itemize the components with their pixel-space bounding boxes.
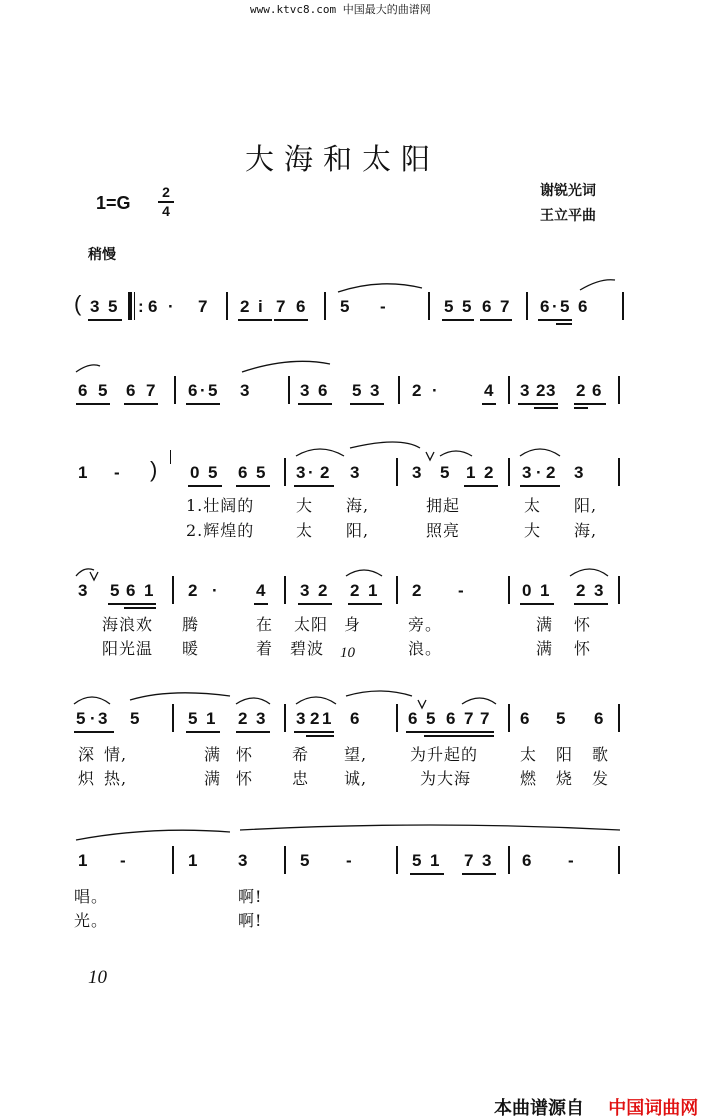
lyric-v1: 啊!	[238, 887, 263, 906]
note: 6	[126, 581, 136, 600]
tie	[346, 691, 412, 696]
barline	[284, 576, 286, 604]
barline	[396, 846, 398, 874]
page-number: 10	[88, 967, 107, 988]
note: 5	[98, 381, 108, 400]
site-header	[250, 1, 431, 17]
lyric-v2: 为大海	[420, 769, 472, 788]
tie	[130, 693, 230, 700]
note: 5	[412, 851, 422, 870]
barline	[172, 846, 174, 874]
lyric-v2: 燃	[520, 769, 538, 788]
dash: -	[114, 463, 120, 482]
beam	[520, 603, 554, 605]
lyric-v1: 拥起	[426, 496, 461, 515]
barline	[284, 458, 286, 486]
lyric-v2: 满	[204, 769, 222, 788]
breath-mark	[418, 700, 426, 708]
beam	[236, 731, 270, 733]
lyric-v2: 忠	[292, 769, 310, 788]
note: 3	[240, 381, 250, 400]
barline-short	[170, 450, 171, 464]
note: 4	[256, 581, 266, 600]
note: 3	[482, 851, 492, 870]
beam	[538, 319, 572, 321]
beam	[88, 319, 122, 321]
note: 2	[310, 709, 320, 728]
barline	[508, 376, 510, 404]
note: ·	[308, 463, 314, 482]
beam	[442, 319, 474, 321]
tempo-marking: 稍慢	[88, 247, 116, 263]
beam	[124, 403, 158, 405]
note: 7	[146, 381, 156, 400]
note: 5	[560, 297, 570, 316]
lyric-v1: 歌	[592, 745, 610, 764]
note: 2	[188, 581, 198, 600]
note: 6	[296, 297, 306, 316]
beam-double	[124, 607, 156, 609]
note: 1	[144, 581, 154, 600]
note: 6	[540, 297, 550, 316]
note: 2	[350, 581, 360, 600]
note: 2	[240, 297, 250, 316]
note: 6	[148, 297, 158, 316]
beam	[186, 731, 220, 733]
lyric-v1: 1.壮阔的	[186, 496, 255, 515]
score-row-2	[0, 380, 702, 414]
beam	[76, 403, 110, 405]
time-bottom: 4	[162, 203, 170, 219]
tie	[76, 365, 100, 372]
dash: -	[568, 851, 574, 870]
lyric-v1: 身	[344, 615, 362, 634]
source-footer	[494, 1094, 698, 1120]
note: 3	[370, 381, 380, 400]
tie	[74, 697, 110, 704]
note: ·	[552, 297, 558, 316]
beam-double	[306, 735, 334, 737]
beam-double	[424, 735, 494, 737]
lyric-v2: 啊!	[238, 911, 263, 930]
beam	[298, 603, 332, 605]
beam	[464, 485, 498, 487]
barline	[396, 704, 398, 732]
tie	[520, 449, 560, 456]
brand-link[interactable]: 中国词曲网	[608, 1098, 699, 1119]
lyric-v2: 发	[592, 769, 610, 788]
note: 1	[466, 463, 476, 482]
beam	[350, 403, 384, 405]
lyric-v2: 阳,	[346, 521, 370, 540]
beam	[574, 403, 606, 405]
score-row-4	[0, 580, 702, 614]
note: 3	[256, 709, 266, 728]
lyric-v2: 炽	[78, 769, 96, 788]
note: 5	[556, 709, 566, 728]
beam-double	[534, 407, 558, 409]
barline	[622, 292, 624, 320]
lyric-v1: 太阳	[294, 615, 329, 634]
repeat-sign: :	[138, 297, 144, 316]
note: 6	[188, 381, 198, 400]
note: 2	[320, 463, 330, 482]
note: 1	[78, 851, 88, 870]
barline	[172, 576, 174, 604]
barline-thick	[128, 292, 132, 320]
lyric-v1: 大	[296, 496, 314, 515]
note: 7	[276, 297, 286, 316]
note: 3	[300, 581, 310, 600]
beam	[574, 603, 608, 605]
lyric-v1: 希	[292, 745, 310, 764]
note: 5	[352, 381, 362, 400]
beam	[518, 403, 558, 405]
tie	[346, 570, 382, 576]
lyric-v2: 烧	[556, 769, 574, 788]
lyric-v2: 光。	[74, 911, 109, 930]
note: 5	[110, 581, 120, 600]
tie	[296, 697, 336, 704]
time-top: 2	[162, 184, 170, 200]
breath-mark	[426, 452, 434, 460]
beam	[294, 485, 334, 487]
note: 0	[522, 581, 532, 600]
lyric-v2: 怀	[236, 769, 254, 788]
note: 4	[484, 381, 494, 400]
note: 2	[412, 581, 422, 600]
note: 7	[500, 297, 510, 316]
note: 6	[408, 709, 418, 728]
note: 3	[78, 581, 88, 600]
site-url[interactable]: www.ktvc8.com	[250, 3, 337, 16]
note: 7	[464, 851, 474, 870]
barline	[324, 292, 326, 320]
dash: -	[120, 851, 126, 870]
lyric-v1: 阳,	[574, 496, 598, 515]
measure-number: 10	[340, 645, 355, 661]
lyric-v1: 阳	[556, 745, 574, 764]
tie	[296, 449, 344, 456]
note: 1	[540, 581, 550, 600]
note: ·	[212, 581, 218, 600]
beam	[274, 319, 308, 321]
score-row-1	[0, 291, 702, 330]
lyricist-credit: 谢锐光词	[540, 183, 596, 199]
tie	[580, 280, 615, 290]
barline	[396, 458, 398, 486]
tie	[76, 569, 94, 576]
note: 7	[198, 297, 208, 316]
note: 5	[208, 463, 218, 482]
note: ·	[432, 381, 438, 400]
lyric-v1: 望,	[344, 745, 368, 764]
lyric-v1: 海,	[346, 496, 370, 515]
note: 5	[340, 297, 350, 316]
dash: -	[346, 851, 352, 870]
paren-close: )	[150, 457, 158, 482]
barline	[284, 846, 286, 874]
barline	[526, 292, 528, 320]
note: 5	[256, 463, 266, 482]
note: 2	[412, 381, 422, 400]
tie	[240, 825, 620, 830]
lyric-v2: 诚,	[344, 769, 368, 788]
note: 2	[238, 709, 248, 728]
note: i	[258, 297, 263, 316]
barline	[508, 458, 510, 486]
note: 3	[594, 581, 604, 600]
lyric-v1: 海浪欢	[102, 615, 154, 634]
note: ·	[168, 297, 174, 316]
note: 2	[484, 463, 494, 482]
barline	[174, 376, 176, 404]
tie	[338, 284, 422, 292]
tie	[570, 569, 608, 576]
lyric-v1: 腾	[182, 615, 200, 634]
barline	[618, 704, 620, 732]
note: 3	[546, 381, 556, 400]
note: 5	[208, 381, 218, 400]
note: 6	[522, 851, 532, 870]
lyric-v2: 满	[536, 639, 554, 658]
barline	[508, 704, 510, 732]
lyric-v1: 满	[536, 615, 554, 634]
lyric-v2: 着	[256, 639, 274, 658]
beam	[406, 731, 494, 733]
lyric-v2: 2.辉煌的	[186, 521, 255, 540]
barline	[226, 292, 228, 320]
note: 6	[318, 381, 328, 400]
note: 6	[238, 463, 248, 482]
note: 5	[76, 709, 86, 728]
note: 5	[300, 851, 310, 870]
key-signature: 1=G	[96, 193, 131, 213]
note: 3	[574, 463, 584, 482]
beam-double	[574, 407, 588, 409]
note: 2	[318, 581, 328, 600]
lyric-v1: 旁。	[408, 615, 443, 634]
barline-thin	[134, 292, 135, 320]
note: 1	[322, 709, 332, 728]
note: 5	[440, 463, 450, 482]
beam	[238, 319, 272, 321]
note: 3	[522, 463, 532, 482]
beam	[348, 603, 382, 605]
note: 0	[190, 463, 200, 482]
barline	[284, 704, 286, 732]
barline	[618, 576, 620, 604]
beam	[462, 873, 496, 875]
note: 6	[482, 297, 492, 316]
note: 1	[188, 851, 198, 870]
barline	[288, 376, 290, 404]
note: 5	[130, 709, 140, 728]
lyric-v2: 怀	[574, 639, 592, 658]
tie	[350, 442, 420, 448]
note: 3	[90, 297, 100, 316]
note: 5	[462, 297, 472, 316]
note: 6	[578, 297, 588, 316]
lyric-v1: 怀	[236, 745, 254, 764]
note: 3	[300, 381, 310, 400]
note: 1	[206, 709, 216, 728]
song-title: 大海和太阳	[245, 142, 441, 176]
note: 6	[594, 709, 604, 728]
note: 1	[78, 463, 88, 482]
lyric-v2: 浪。	[408, 639, 443, 658]
beam	[480, 319, 512, 321]
lyric-v2: 大	[524, 521, 542, 540]
barline	[428, 292, 430, 320]
note: 1	[430, 851, 440, 870]
score-row-6	[0, 850, 702, 884]
lyric-v2: 热,	[104, 769, 128, 788]
beam	[298, 403, 332, 405]
dash: -	[380, 297, 386, 316]
lyric-v1: 深	[78, 745, 96, 764]
dash: -	[458, 581, 464, 600]
note: ·	[90, 709, 96, 728]
note: 5	[444, 297, 454, 316]
lyric-v2: 碧波	[290, 639, 325, 658]
beam	[236, 485, 270, 487]
barline	[618, 376, 620, 404]
beam	[254, 603, 268, 605]
score-row-3	[0, 457, 702, 496]
note: 5	[108, 297, 118, 316]
note: 5	[426, 709, 436, 728]
site-tagline: 中国最大的曲谱网	[342, 3, 431, 16]
lyric-v2: 阳光温	[102, 639, 154, 658]
beam	[108, 603, 156, 605]
lyric-v1: 唱。	[74, 887, 109, 906]
tie	[76, 830, 230, 840]
tie	[440, 451, 472, 456]
note: 6	[126, 381, 136, 400]
lyric-v1: 在	[256, 615, 274, 634]
note: ·	[536, 463, 542, 482]
breath-mark	[90, 572, 98, 580]
note: 7	[464, 709, 474, 728]
beam	[186, 403, 220, 405]
lyric-v1: 情,	[104, 745, 128, 764]
tie	[242, 361, 330, 372]
beam	[520, 485, 560, 487]
note: 3	[412, 463, 422, 482]
beam-double	[556, 323, 572, 325]
note: 2	[576, 381, 586, 400]
tie	[462, 698, 496, 704]
beam	[294, 731, 334, 733]
lyric-v2: 太	[296, 521, 314, 540]
lyric-v1: 太	[524, 496, 542, 515]
note: 6	[592, 381, 602, 400]
note: 2	[576, 581, 586, 600]
note: 6	[520, 709, 530, 728]
barline	[618, 846, 620, 874]
barline	[396, 576, 398, 604]
beam	[188, 485, 222, 487]
barline	[508, 846, 510, 874]
composer-credit: 王立平曲	[540, 208, 596, 224]
note: ·	[200, 381, 206, 400]
note: 5	[188, 709, 198, 728]
note: 3	[520, 381, 530, 400]
barline	[618, 458, 620, 486]
note: 1	[368, 581, 378, 600]
note: 3	[296, 463, 306, 482]
source-label: 本曲谱源自	[494, 1098, 584, 1119]
note: 6	[446, 709, 456, 728]
barline	[508, 576, 510, 604]
barline	[398, 376, 400, 404]
beam	[74, 731, 114, 733]
barline	[172, 704, 174, 732]
note: 3	[98, 709, 108, 728]
tie	[236, 698, 270, 704]
note: 3	[296, 709, 306, 728]
time-signature	[158, 185, 174, 219]
note: 2	[536, 381, 546, 400]
note: 6	[350, 709, 360, 728]
beam	[482, 403, 496, 405]
note: 6	[78, 381, 88, 400]
lyric-v2: 照亮	[426, 521, 461, 540]
score-row-5	[0, 708, 702, 742]
note: 7	[480, 709, 490, 728]
lyric-v1: 怀	[574, 615, 592, 634]
note: 3	[238, 851, 248, 870]
note: 3	[350, 463, 360, 482]
lyric-v1: 满	[204, 745, 222, 764]
lyric-v1: 为升起的	[410, 745, 479, 764]
lyric-v2: 暖	[182, 639, 200, 658]
lyric-v1: 太	[520, 745, 538, 764]
note: (	[74, 291, 82, 316]
note: 2	[546, 463, 556, 482]
lyric-v2: 海,	[574, 521, 598, 540]
beam	[410, 873, 444, 875]
